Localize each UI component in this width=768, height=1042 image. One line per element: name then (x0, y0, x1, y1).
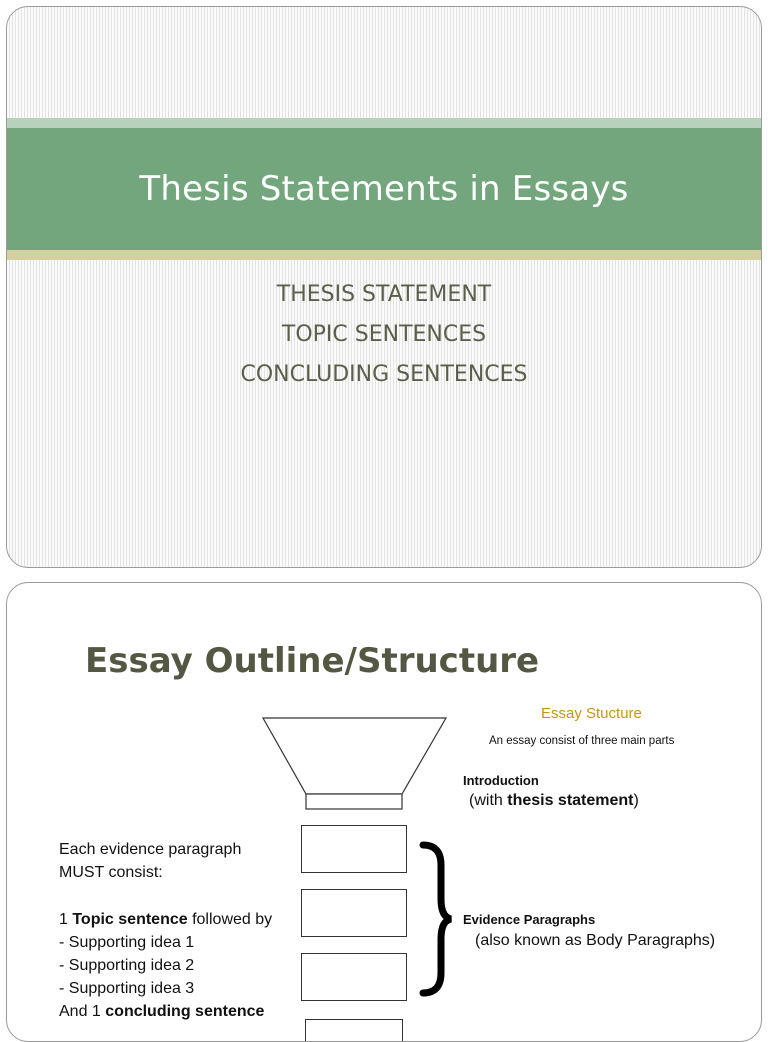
evidence-paragraph-box-3 (301, 953, 407, 1001)
diagram-subtitle: An essay consist of three main parts (489, 735, 675, 747)
subtitle-item: THESIS STATEMENT (276, 282, 492, 307)
slide-title: Thesis Statements in Essays (139, 169, 629, 209)
title-band (7, 128, 761, 250)
note-bullet: - Supporting idea 1 (59, 933, 195, 951)
introduction-funnel-stem (306, 794, 402, 809)
conclusion-box (305, 1019, 403, 1042)
note-text: followed by (187, 910, 273, 928)
evidence-paragraph-box-2 (301, 889, 407, 937)
title-band-bottom-stripe (7, 250, 761, 260)
introduction-note-bold: thesis statement (507, 792, 634, 809)
curly-brace-icon (419, 841, 453, 997)
note-line (59, 1000, 272, 1023)
note-line: Each evidence paragraph (59, 841, 242, 858)
title-band-top-stripe (7, 118, 761, 128)
subtitle-item: TOPIC SENTENCES (281, 322, 487, 347)
introduction-note-suffix: ) (633, 792, 639, 809)
title-slide (6, 6, 762, 568)
paragraph-requirements-note (59, 838, 272, 1024)
introduction-label: Introduction (463, 773, 539, 788)
introduction-funnel (263, 718, 446, 794)
evidence-label: Evidence Paragraphs (463, 912, 596, 927)
note-spacer (59, 884, 272, 907)
note-number: 1 (59, 910, 73, 928)
note-line: MUST consist: (59, 864, 163, 882)
evidence-paragraph-box-1 (301, 825, 407, 873)
outline-heading: Essay Outline/Structure (85, 641, 540, 681)
note-bold: concluding sentence (105, 1003, 265, 1021)
note-bold: Topic sentence (72, 910, 188, 928)
introduction-note-prefix: (with (469, 792, 508, 809)
note-line (59, 908, 272, 931)
outline-slide (6, 582, 762, 1042)
introduction-note (469, 792, 639, 810)
note-prefix: And 1 (59, 1003, 106, 1021)
diagram-title: Essay Stucture (541, 705, 642, 722)
subtitle-list (7, 275, 761, 395)
note-bullet: - Supporting idea 3 (59, 980, 195, 998)
subtitle-item: CONCLUDING SENTENCES (240, 362, 528, 387)
evidence-note: (also known as Body Paragraphs) (475, 932, 716, 949)
note-bullet: - Supporting idea 2 (59, 957, 195, 975)
